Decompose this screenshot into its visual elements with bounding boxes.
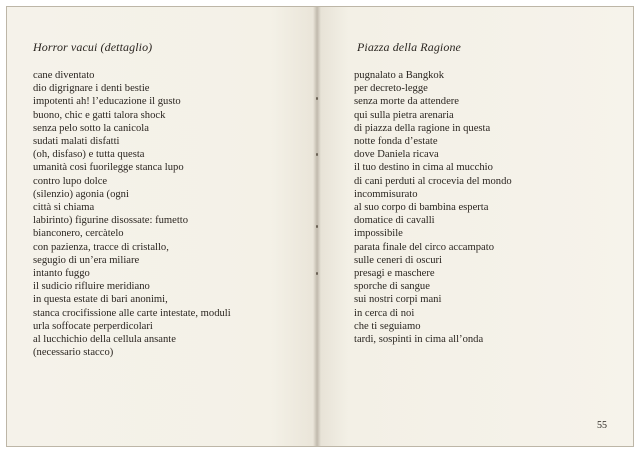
page-number: 55 <box>597 420 607 431</box>
poem-line: il sudicio rifluire meridiano <box>33 281 150 293</box>
poem-line: (necessario stacco) <box>33 347 114 359</box>
poem-line: domatice di cavalli <box>354 215 435 227</box>
poem-line: (silenzio) agonia (ogni <box>33 188 129 200</box>
poem-line: dio digrignare i denti bestie <box>33 83 150 95</box>
poem-line: umanità così fuorilegge stanca lupo <box>33 162 184 174</box>
poem-line: sulle ceneri di oscuri <box>354 254 442 266</box>
poem-line: al lucchichio della cellula ansante <box>33 334 176 346</box>
poem-line: pugnalato a Bangkok <box>354 70 445 81</box>
poem-line: segugio di un’era miliare <box>33 254 140 266</box>
poem-line: con pazienza, tracce di cristallo, <box>33 241 169 253</box>
gutter-mark <box>316 272 318 275</box>
poem-line: presagi e maschere <box>354 268 435 280</box>
poem-line: di piazza della ragione in questa <box>354 122 491 134</box>
left-page <box>7 7 317 446</box>
poem-line: il tuo destino in cima al mucchio <box>354 162 493 174</box>
poem-line: impossibile <box>354 228 403 240</box>
right-page <box>317 7 633 446</box>
poem-line: impotenti ah! l’educazione il gusto <box>33 96 181 108</box>
poem-line: intanto fuggo <box>33 268 90 280</box>
poem-line: sporche di sangue <box>354 281 430 293</box>
poem-line: notte fonda d’estate <box>354 136 438 148</box>
poem-line: stanca crocifissione alle carte intestate, moduli <box>33 307 231 319</box>
poem-line: per decreto-legge <box>354 83 428 95</box>
poem-line: sudati malati disfatti <box>33 136 120 148</box>
poem-line: qui sulla pietra arenaria <box>354 109 454 121</box>
gutter-mark <box>316 225 318 228</box>
left-page-header: Horror vacui (dettaglio) <box>33 40 153 54</box>
poem-line: bianconero, cercàtelo <box>33 228 124 240</box>
poem-line: tardi, sospinti in cima all’onda <box>354 334 484 346</box>
poem-line: di cani perduti al crocevia del mondo <box>354 175 512 187</box>
poem-line: dove Daniela ricava <box>354 149 439 161</box>
poem-line: incommisurato <box>354 188 418 200</box>
right-poem <box>354 69 624 346</box>
poem-line: sui nostri corpi mani <box>354 294 442 306</box>
poem-line: buono, chic e gatti talora shock <box>33 109 166 121</box>
poem-line: contro lupo dolce <box>33 175 108 187</box>
poem-line: in cerca di noi <box>354 307 415 319</box>
poem-line: che ti seguiamo <box>354 320 421 332</box>
poem-line: urla soffocate perperdicolari <box>33 320 153 332</box>
poem-line: in questa estate di bari anonimi, <box>33 294 168 306</box>
poem-line: parata finale del circo accampato <box>354 241 494 253</box>
poem-line: labirinto) figurine disossate: fumetto <box>33 215 189 227</box>
poem-line: senza pelo sotto la canicola <box>33 122 149 134</box>
left-poem <box>33 69 313 359</box>
poem-line: cane diventato <box>33 70 95 81</box>
poem-line: città si chiama <box>33 202 95 214</box>
poem-line: senza morte da attendere <box>354 96 459 108</box>
right-page-header: Piazza della Ragione <box>357 40 461 54</box>
poem-line: (oh, disfaso) e tutta questa <box>33 149 145 161</box>
gutter-mark <box>316 97 318 100</box>
gutter-mark <box>316 153 318 156</box>
book-spread <box>6 6 634 447</box>
poem-line: al suo corpo di bambina esperta <box>354 202 489 214</box>
